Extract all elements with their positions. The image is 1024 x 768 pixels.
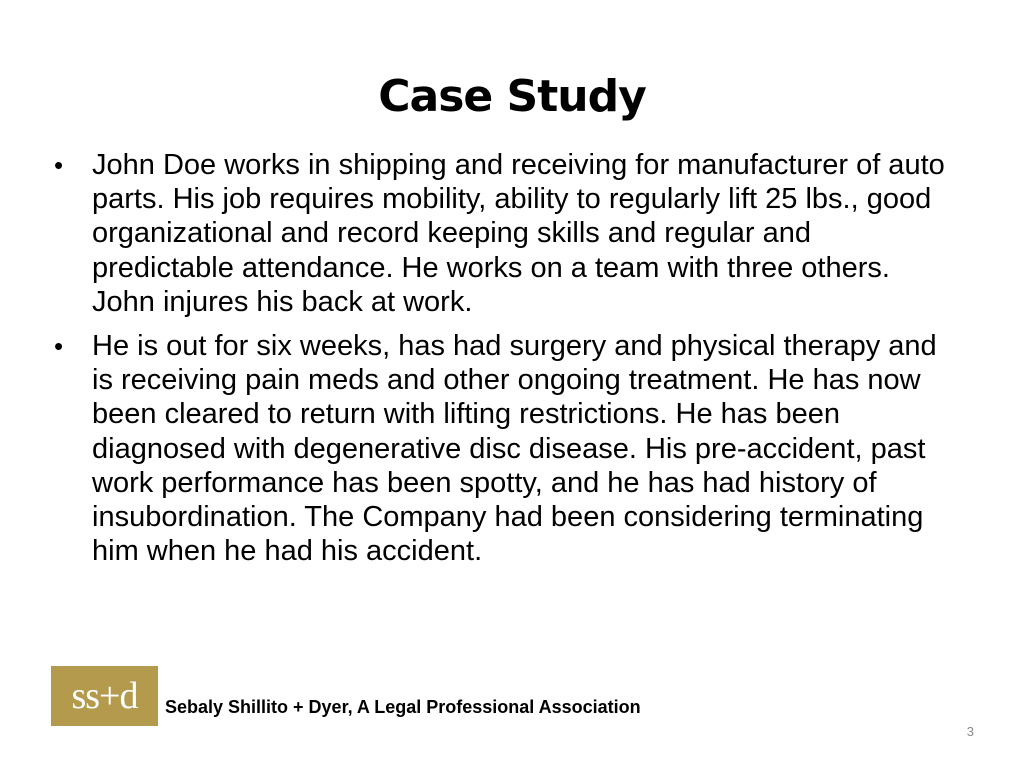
bullet-marker: • xyxy=(54,150,64,180)
firm-logo-text: ss+d xyxy=(71,675,138,717)
slide-title: Case Study xyxy=(378,71,646,122)
bullet-item xyxy=(50,148,960,319)
bullet-marker: • xyxy=(54,331,64,362)
bullet-text: John Doe works in shipping and receiving for manufacturer of auto parts. His job requires mobility, ability to regularly lift 25 lbs., good organizational and record keeping skills and regular and predictable attendance. He works on a team with three others. John injures his back at work. xyxy=(92,149,945,318)
bullet-item xyxy=(50,329,960,568)
firm-name: Sebaly Shillito + Dyer, A Legal Professional Association xyxy=(165,697,641,717)
bullet-list xyxy=(50,148,960,578)
slide-number: 3 xyxy=(966,724,974,739)
firm-logo xyxy=(51,666,158,726)
bullet-text: He is out for six weeks, has had surgery and physical therapy and is receiving pain meds and other ongoing treatment. He has now been cleared to return with lifting restrictions. He has been diagnosed with degenerative disc disease. His pre-accident, past work performance has been spotty, and he has had history of insubordination. The Company had been considering terminating him when he had his accident. xyxy=(92,330,937,568)
